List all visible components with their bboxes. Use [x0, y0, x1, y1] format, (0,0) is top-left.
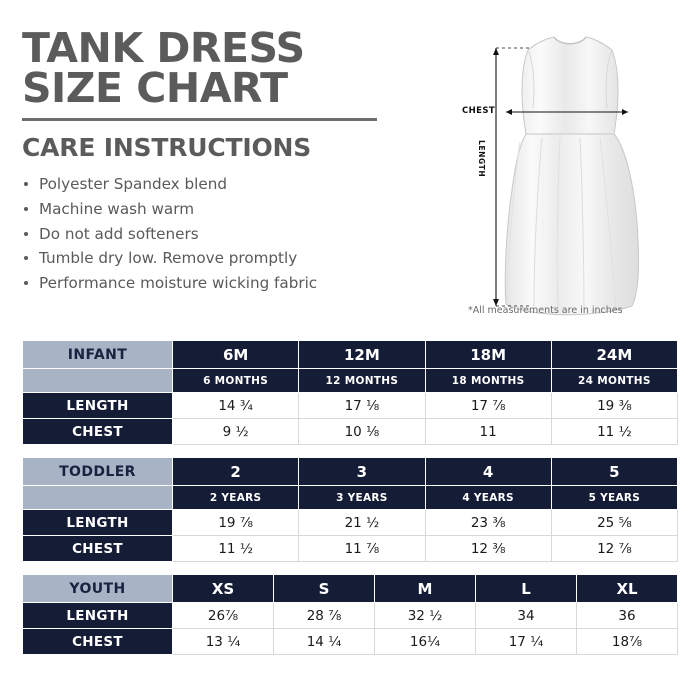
size-header: 4 — [425, 458, 551, 486]
measure-cell: 11 ½ — [173, 536, 299, 562]
size-header: 6M — [173, 341, 299, 369]
title-divider — [22, 118, 377, 121]
measure-cell: 14 ¼ — [274, 629, 375, 655]
measure-cell: 23 ⅜ — [425, 510, 551, 536]
measure-cell: 9 ½ — [173, 419, 299, 445]
table-row — [23, 369, 678, 393]
measure-cell: 34 — [476, 603, 577, 629]
measure-cell: 11 ½ — [551, 419, 677, 445]
measure-cell: 12 ⅜ — [425, 536, 551, 562]
page-title-line1: TANK DRESS — [22, 24, 305, 72]
size-table-infant — [22, 340, 678, 445]
row-label-chest: CHEST — [23, 629, 173, 655]
size-subheader: 4 YEARS — [425, 486, 551, 510]
measure-cell: 28 ⅞ — [274, 603, 375, 629]
size-header: M — [375, 575, 476, 603]
size-table-toddler — [22, 457, 678, 562]
table-row — [23, 536, 678, 562]
row-label-chest: CHEST — [23, 419, 173, 445]
size-subheader: 18 MONTHS — [425, 369, 551, 393]
list-item: Machine wash warm — [22, 197, 442, 222]
size-header: S — [274, 575, 375, 603]
list-item: Polyester Spandex blend — [22, 172, 442, 197]
row-label-length: LENGTH — [23, 393, 173, 419]
dress-illustration — [450, 30, 690, 320]
measure-cell: 14 ¾ — [173, 393, 299, 419]
table-row — [23, 419, 678, 445]
measure-cell: 21 ½ — [299, 510, 425, 536]
table-row — [23, 341, 678, 369]
row-label-length: LENGTH — [23, 510, 173, 536]
row-label-chest: CHEST — [23, 536, 173, 562]
table-row — [23, 510, 678, 536]
row-label-length: LENGTH — [23, 603, 173, 629]
garment-illustration-column — [442, 28, 690, 330]
size-subheader: 6 MONTHS — [173, 369, 299, 393]
care-instructions-list — [22, 172, 442, 295]
list-item: Tumble dry low. Remove promptly — [22, 246, 442, 271]
size-header: 5 — [551, 458, 677, 486]
measure-cell: 10 ⅛ — [299, 419, 425, 445]
table-row — [23, 629, 678, 655]
measurement-note: *All measurements are in inches — [468, 305, 623, 316]
measure-cell: 11 — [425, 419, 551, 445]
tank-dress-icon — [450, 30, 690, 320]
table-row — [23, 575, 678, 603]
page-title — [22, 24, 442, 113]
measure-cell: 26⅞ — [173, 603, 274, 629]
measure-cell: 32 ½ — [375, 603, 476, 629]
header-text-column — [22, 24, 442, 295]
group-label-infant: INFANT — [23, 341, 173, 369]
measure-cell: 13 ¼ — [173, 629, 274, 655]
size-subheader: 24 MONTHS — [551, 369, 677, 393]
header-section — [22, 24, 678, 330]
size-header: L — [476, 575, 577, 603]
group-label-youth: YOUTH — [23, 575, 173, 603]
measure-cell: 17 ¼ — [476, 629, 577, 655]
table-row — [23, 393, 678, 419]
group-subheader-blank — [23, 486, 173, 510]
size-subheader: 3 YEARS — [299, 486, 425, 510]
group-subheader-blank — [23, 369, 173, 393]
measure-cell: 36 — [577, 603, 678, 629]
size-header: 12M — [299, 341, 425, 369]
list-item: Do not add softeners — [22, 222, 442, 247]
chest-measure-label: CHEST — [462, 106, 496, 116]
table-row — [23, 603, 678, 629]
measure-cell: 16¼ — [375, 629, 476, 655]
size-subheader: 2 YEARS — [173, 486, 299, 510]
size-header: 24M — [551, 341, 677, 369]
measure-cell: 19 ⅜ — [551, 393, 677, 419]
table-row — [23, 486, 678, 510]
measure-cell: 11 ⅞ — [299, 536, 425, 562]
size-header: 3 — [299, 458, 425, 486]
care-instructions-title: CARE INSTRUCTIONS — [22, 133, 312, 163]
measure-cell: 17 ⅞ — [425, 393, 551, 419]
size-table-youth — [22, 574, 678, 655]
size-subheader: 5 YEARS — [551, 486, 677, 510]
size-subheader: 12 MONTHS — [299, 369, 425, 393]
measure-cell: 17 ⅛ — [299, 393, 425, 419]
measure-cell: 12 ⅞ — [551, 536, 677, 562]
measure-cell: 25 ⅝ — [551, 510, 677, 536]
size-header: 18M — [425, 341, 551, 369]
length-measure-label: LENGTH — [477, 140, 486, 178]
size-header: XS — [173, 575, 274, 603]
list-item: Performance moisture wicking fabric — [22, 271, 442, 296]
group-label-toddler: TODDLER — [23, 458, 173, 486]
table-row — [23, 458, 678, 486]
measure-cell: 18⅞ — [577, 629, 678, 655]
page-title-line2: SIZE CHART — [22, 64, 288, 113]
size-header: 2 — [173, 458, 299, 486]
size-tables — [22, 340, 678, 655]
measure-cell: 19 ⅞ — [173, 510, 299, 536]
size-header: XL — [577, 575, 678, 603]
